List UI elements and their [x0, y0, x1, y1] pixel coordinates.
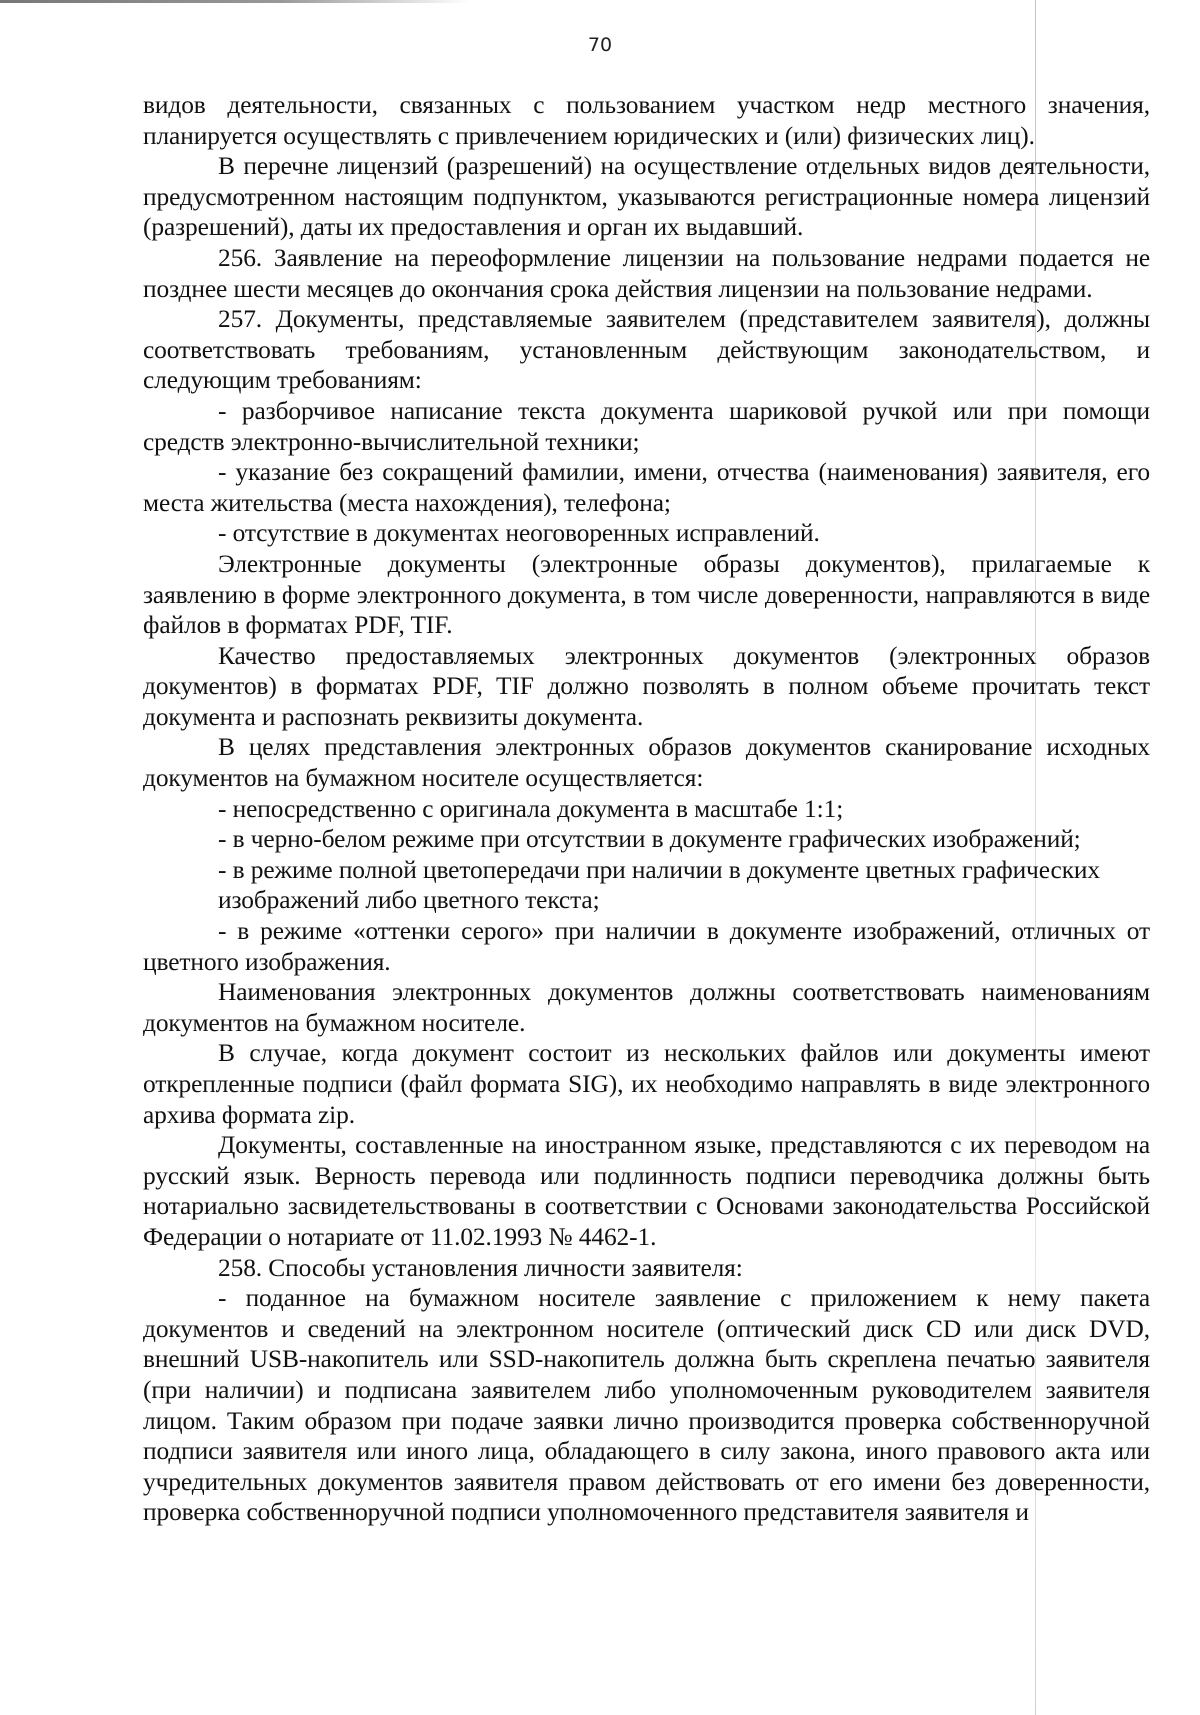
list-item-no-corrections: - отсутствие в документах неоговоренных исправлений. — [218, 519, 820, 548]
page-number: 70 — [587, 34, 613, 56]
document-body — [143, 90, 1150, 1528]
list-item-paper-application: - поданное на бумажном носителе заявление с приложением к нему пакета документов и сведений на электронном носителе (оптический диск CD или диск DVD, внешний USB-накопитель или SSD-накопитель должна быть скреплена печатью заявителя (при наличии) и подписана заявителем либо уполномоченным руководителем заявителя лицом. Таким образом при подаче заявки лично производится проверка собственноручной подписи заявителя или иного лица, обладающего в силу закона, иного правового акта или учредительных документов заявителя правом действовать от его имени без доверенности, проверка собственноручной подписи уполномоченного представителя заявителя и — [143, 1284, 1150, 1527]
paragraph-256: 256. Заявление на переоформление лицензии на пользование недрами подается не позднее шести месяцев до окончания срока действия лицензии на пользование недрами. — [143, 243, 1150, 303]
paragraph-license-list: В перечне лицензий (разрешений) на осуществление отдельных видов деятельности, предусмотренном настоящим подпунктом, указываются регистрационные номера лицензий (разрешений), даты их предоставления и орган их выдавший. — [143, 152, 1150, 242]
list-item-grayscale: - в режиме «оттенки серого» при наличии в документе изображений, отличных от цветного изображения. — [143, 917, 1150, 976]
paragraph-continuation: видов деятельности, связанных с пользованием участком недр местного значения, планируется осуществлять с привлечением юридических и (или) физических лиц). — [143, 91, 1150, 150]
paragraph-scanning: В целях представления электронных образов документов сканирование исходных документов на бумажном носителе осуществляется: — [143, 733, 1150, 793]
paragraph-document-names: Наименования электронных документов должны соответствовать наименованиям документов на бумажном носителе. — [143, 978, 1150, 1037]
paragraph-document-quality: Качество предоставляемых электронных документов (электронных образов документов) в форматах PDF, TIF должно позволять в полном объеме прочитать текст документа и распознать реквизиты документа. — [143, 641, 1150, 731]
scan-edge-top — [0, 0, 470, 3]
list-item-full-color: - в режиме полной цветопередачи при наличии в документе цветных графических изображений либо цветного текста; — [218, 855, 1101, 915]
list-item-black-white: - в черно-белом режиме при отсутствии в документе графических изображений; — [218, 825, 1081, 854]
list-item-legible-text: - разборчивое написание текста документа шариковой ручкой или при помощи средств электронно-вычислительной техники; — [143, 396, 1150, 456]
paragraph-zip-archive: В случае, когда документ состоит из нескольких файлов или документы имеют открепленные подписи (файл формата SIG), их необходимо направлять в виде электронного архива формата zip. — [143, 1039, 1150, 1129]
paragraph-electronic-documents: Электронные документы (электронные образы документов), прилагаемые к заявлению в форме электронного документа, в том числе доверенности, направляются в виде файлов в форматах PDF, TIF. — [143, 549, 1150, 640]
list-item-scale: - непосредственно с оригинала документа в масштабе 1:1; — [218, 794, 844, 823]
paragraph-257: 257. Документы, представляемые заявителем (представителем заявителя), должны соответствовать требованиям, установленным действующим законодательством, и следующим требованиям: — [143, 305, 1150, 395]
paragraph-foreign-language: Документы, составленные на иностранном языке, представляются с их переводом на русский язык. Верность перевода или подлинность подписи переводчика должны быть нотариально засвидетельствованы в соответствии с Основами законодательства Российской Федерации о нотариате от 11.02.1993 № 4462-1. — [143, 1131, 1150, 1251]
paragraph-258: 258. Способы установления личности заявителя: — [218, 1253, 743, 1282]
list-item-full-name: - указание без сокращений фамилии, имени, отчества (наименования) заявителя, его места жительства (места нахождения), телефона; — [143, 458, 1150, 517]
